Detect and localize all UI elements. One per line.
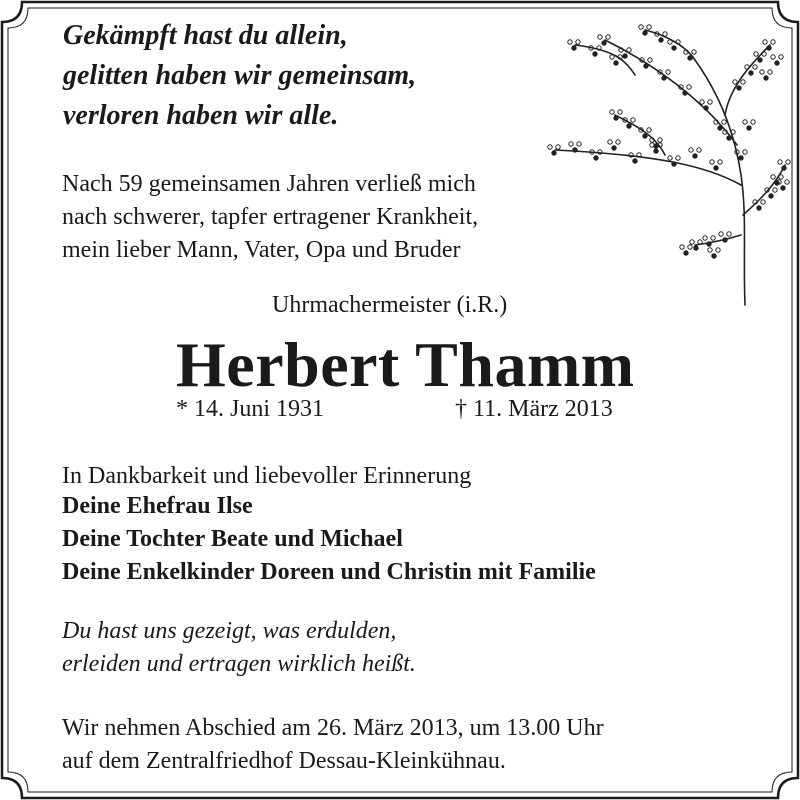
announcement-line: nach schwerer, tapfer ertragener Krankheit, [62, 204, 479, 230]
mourner-name: Deine Ehefrau Ilse [62, 493, 253, 519]
funeral-line: auf dem Zentralfriedhof Dessau-Kleinkühnau. [62, 748, 506, 774]
quote-line: erleiden und ertragen wirklich heißt. [62, 651, 416, 677]
quote-line: Du hast uns gezeigt, was erdulden, [62, 618, 397, 644]
announcement-line: Nach 59 gemeinsamen Jahren verließ mich [62, 171, 476, 197]
birth-date: * 14. Juni 1931 [176, 396, 325, 422]
mourner-name: Deine Tochter Beate und Michael [62, 526, 403, 552]
deceased-title: Uhrmachermeister (i.R.) [272, 292, 508, 318]
death-date: † 11. März 2013 [455, 396, 613, 422]
mourners-intro: In Dankbarkeit und liebevoller Erinnerung [62, 463, 472, 489]
announcement-line: mein lieber Mann, Vater, Opa und Bruder [62, 237, 461, 263]
funeral-line: Wir nehmen Abschied am 26. März 2013, um 13.00 Uhr [62, 715, 604, 741]
deceased-name: Herbert Thamm [176, 329, 635, 400]
intro-line: verloren haben wir alle. [63, 100, 339, 131]
intro-line: Gekämpft hast du allein, [63, 20, 348, 51]
mourner-name: Deine Enkelkinder Doreen und Christin mit Familie [62, 559, 596, 585]
intro-line: gelitten haben wir gemeinsam, [63, 60, 417, 91]
